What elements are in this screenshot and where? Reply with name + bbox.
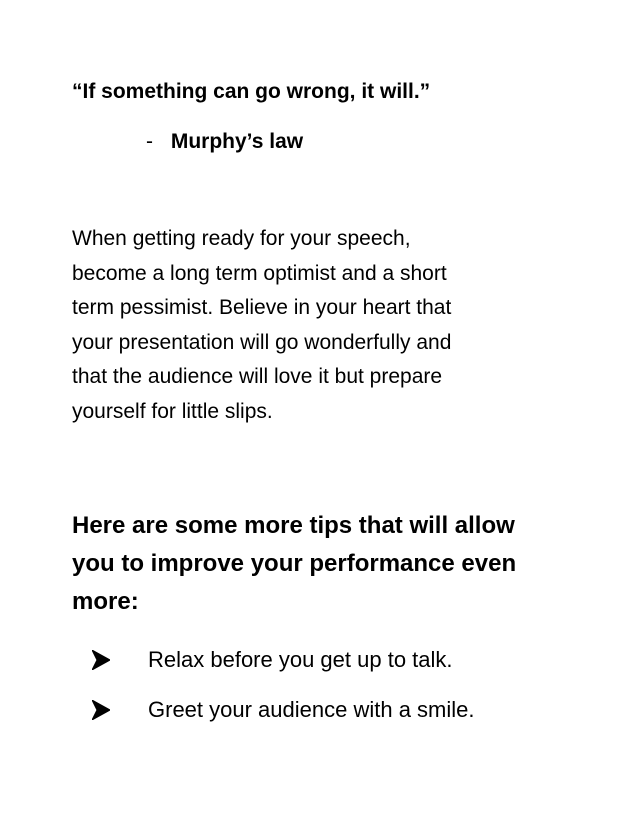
- tips-heading: [72, 507, 592, 621]
- quote-text: “If something can go wrong, it will.”: [72, 80, 431, 103]
- attribution-author: Murphy’s law: [170, 130, 304, 153]
- paragraph-line: become a long term optimist and a short: [72, 261, 447, 285]
- quote-attribution: [146, 130, 303, 154]
- arrowhead-bullet-icon: [92, 700, 148, 720]
- list-item: [92, 692, 475, 728]
- list-item: [92, 642, 453, 678]
- tips-heading-line: more:: [72, 588, 139, 615]
- list-item-text: Relax before you get up to talk.: [148, 647, 453, 672]
- list-item-text: Greet your audience with a smile.: [148, 697, 475, 722]
- paragraph-line: term pessimist. Believe in your heart that: [72, 296, 452, 319]
- paragraph-line: that the audience will love it but prepare: [72, 365, 443, 388]
- paragraph-line: When getting ready for your speech,: [72, 227, 411, 250]
- arrowhead-bullet-icon: [92, 650, 148, 670]
- paragraph-line: your presentation will go wonderfully and: [72, 330, 452, 354]
- attribution-dash: -: [146, 130, 153, 153]
- paragraph-line: yourself for little slips.: [72, 399, 273, 423]
- tips-heading-line: you to improve your performance even: [72, 550, 517, 577]
- tips-heading-line: Here are some more tips that will allow: [72, 512, 515, 539]
- body-paragraph: [72, 222, 572, 429]
